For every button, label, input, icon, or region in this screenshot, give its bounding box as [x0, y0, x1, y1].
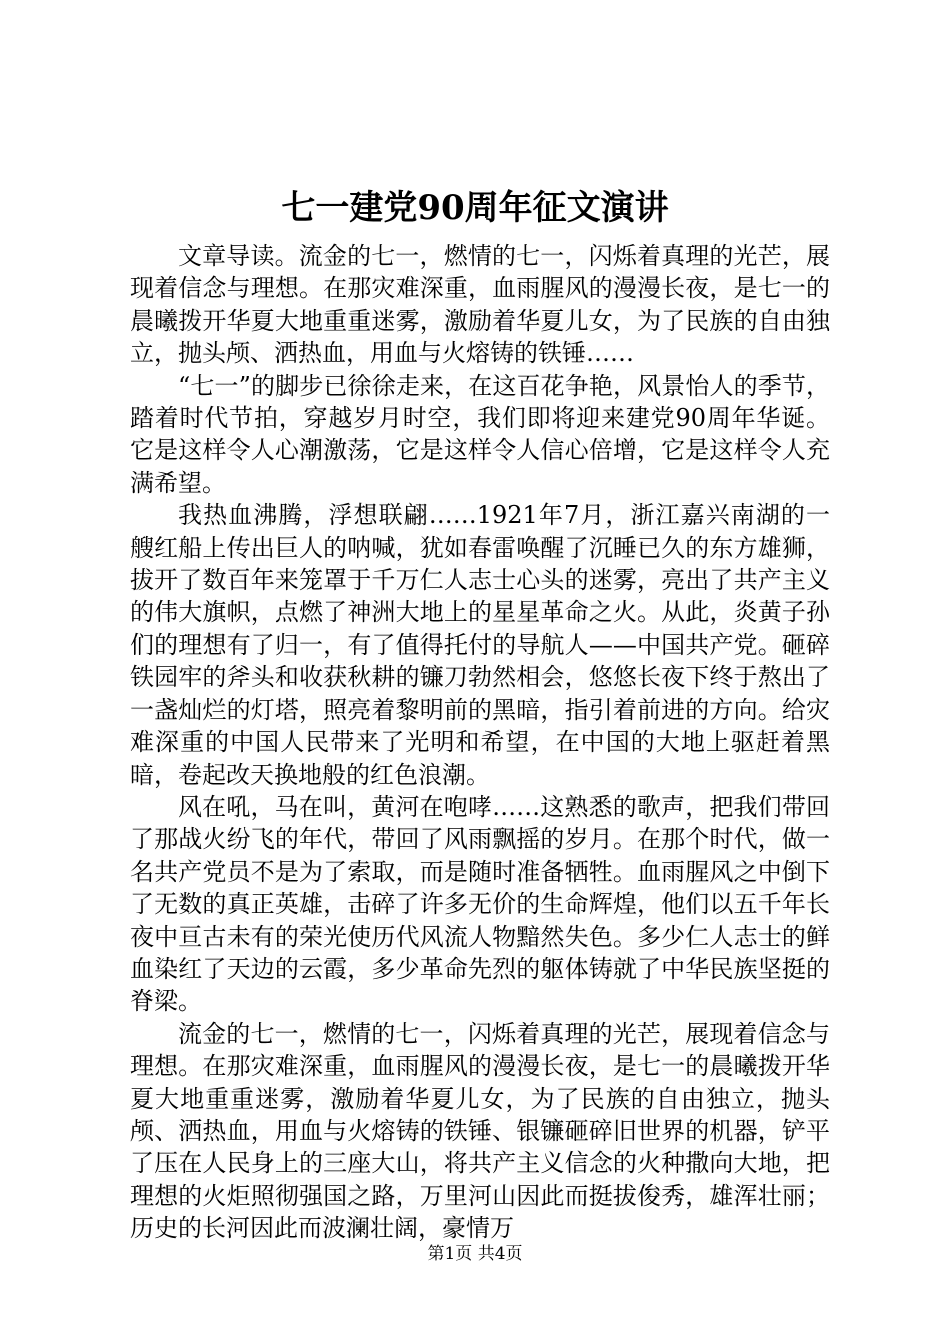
paragraph-5: 流金的七一，燃情的七一，闪烁着真理的光芒，展现着信念与理想。在那灾难深重，血雨腥风的漫漫长夜，是七一的晨曦拨开华夏大地重重迷雾，激励着华夏儿女，为了民族的自由独立，抛头颅、洒热血，用血与火熔铸的铁锤、银镰砸碎旧世界的机器，铲平了压在人民身上的三座大山，将共产主义信念的火种撒向大地，把理想的火炬照彻强国之路，万里河山因此而挺拔俊秀，雄浑壮丽；历史的长河因此而波澜壮阔，豪情万: [130, 1019, 830, 1243]
page-number-footer: 第1页 共4页: [427, 1244, 523, 1264]
document-body: [130, 240, 830, 1245]
document-title: 七一建党90周年征文演讲: [281, 188, 669, 228]
paragraph-4: 风在吼，马在叫，黄河在咆哮……这熟悉的歌声，把我们带回了那战火纷飞的年代，带回了风雨飘摇的岁月。在那个时代，做一名共产党员不是为了索取，而是随时准备牺牲。血雨腥风之中倒下了无数的真正英雄，击碎了许多无价的生命辉煌，他们以五千年长夜中亘古未有的荣光使历代风流人物黯然失色。多少仁人志士的鲜血染红了天边的云霞，多少革命先烈的躯体铸就了中华民族坚挺的脊梁。: [130, 792, 830, 1016]
paragraph-1: 文章导读。流金的七一，燃情的七一，闪烁着真理的光芒，展现着信念与理想。在那灾难深重，血雨腥风的漫漫长夜，是七一的晨曦拨开华夏大地重重迷雾，激励着华夏儿女，为了民族的自由独立，抛头颅、洒热血，用血与火熔铸的铁锤……: [130, 242, 830, 368]
paragraph-2: “七一”的脚步已徐徐走来，在这百花争艳，风景怡人的季节，踏着时代节拍，穿越岁月时空，我们即将迎来建党90周年华诞。它是这样令人心潮激荡，它是这样令人信心倍增，它是这样令人充满希望。: [130, 371, 830, 497]
paragraph-3: 我热血沸腾，浮想联翩……1921年7月，浙江嘉兴南湖的一艘红船上传出巨人的呐喊，犹如春雷唤醒了沉睡已久的东方雄狮，拔开了数百年来笼罩于千万仁人志士心头的迷雾，亮出了共产主义的伟大旗帜，点燃了神洲大地上的星星革命之火。从此，炎黄子孙们的理想有了归一，有了值得托付的导航人——中国共产党。砸碎铁园牢的斧头和收获秋耕的镰刀勃然相会，悠悠长夜下终于熬出了一盏灿烂的灯塔，照亮着黎明前的黑暗，指引着前进的方向。给灾难深重的中国人民带来了光明和希望，在中国的大地上驱赶着黑暗，卷起改天换地般的红色浪潮。: [130, 501, 830, 789]
